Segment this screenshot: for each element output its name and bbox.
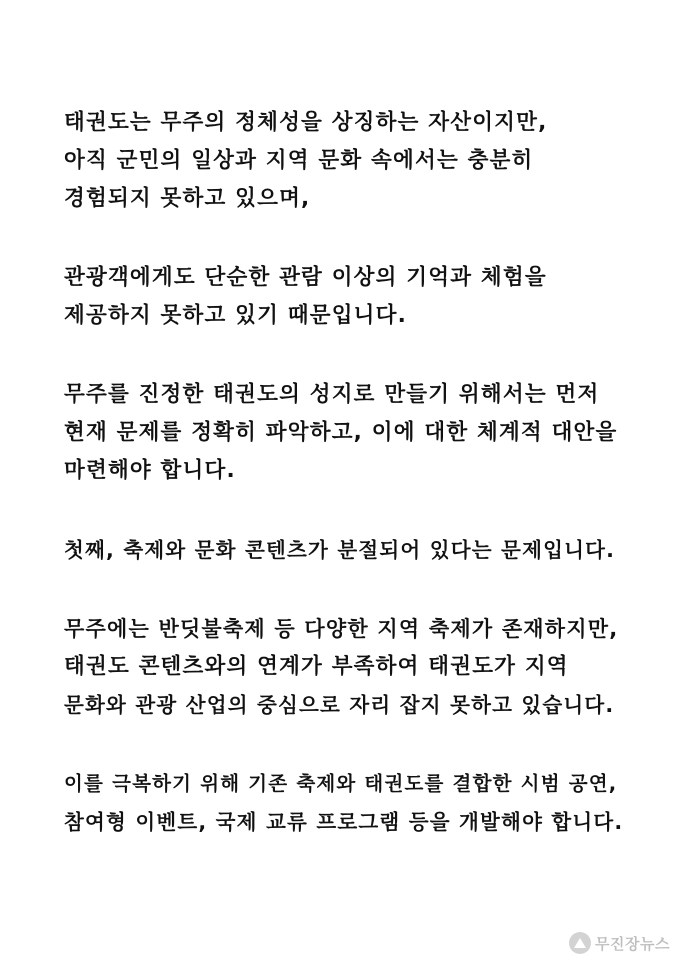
paragraph-1 — [64, 104, 624, 218]
text-line: 아직 군민의 일상과 지역 문화 속에서는 충분히 — [64, 148, 534, 173]
text-line: 태권도는 무주의 정체성을 상징하는 자산이지만, — [64, 110, 548, 135]
document-body — [64, 104, 624, 882]
text-line: 무주를 진정한 태권도의 성지로 만들기 위해서는 먼저 — [64, 382, 600, 407]
watermark — [569, 932, 670, 954]
text-line: 마련해야 합니다. — [64, 458, 236, 483]
mountain-logo-icon — [569, 932, 591, 954]
paragraph-4 — [64, 531, 624, 569]
paragraph-6 — [64, 765, 624, 841]
text-line: 첫째, 축제와 문화 콘텐츠가 분절되어 있다는 문제입니다. — [64, 538, 616, 562]
text-line: 현재 문제를 정확히 파악하고, 이에 대한 체계적 대안을 — [64, 420, 618, 445]
paragraph-3 — [64, 376, 624, 490]
paragraph-5 — [64, 610, 624, 724]
text-line: 무주에는 반딧불축제 등 다양한 지역 축제가 존재하지만, — [64, 617, 619, 641]
text-line: 문화와 관광 산업의 중심으로 자리 잡지 못하고 있습니다. — [64, 693, 615, 717]
watermark-text: 무진장뉴스 — [595, 934, 670, 953]
paragraph-2 — [64, 259, 624, 335]
text-line: 이를 극복하기 위해 기존 축제와 태권도를 결합한 시범 공연, — [64, 772, 618, 795]
text-line: 관광객에게도 단순한 관람 이상의 기억과 체험을 — [64, 265, 547, 290]
text-line: 경험되지 못하고 있으며, — [64, 186, 311, 211]
text-line: 참여형 이벤트, 국제 교류 프로그램 등을 개발해야 합니다. — [64, 810, 624, 834]
text-line: 태권도 콘텐츠와의 연계가 부족하여 태권도가 지역 — [64, 654, 569, 679]
text-line: 제공하지 못하고 있기 때문입니다. — [64, 303, 407, 328]
